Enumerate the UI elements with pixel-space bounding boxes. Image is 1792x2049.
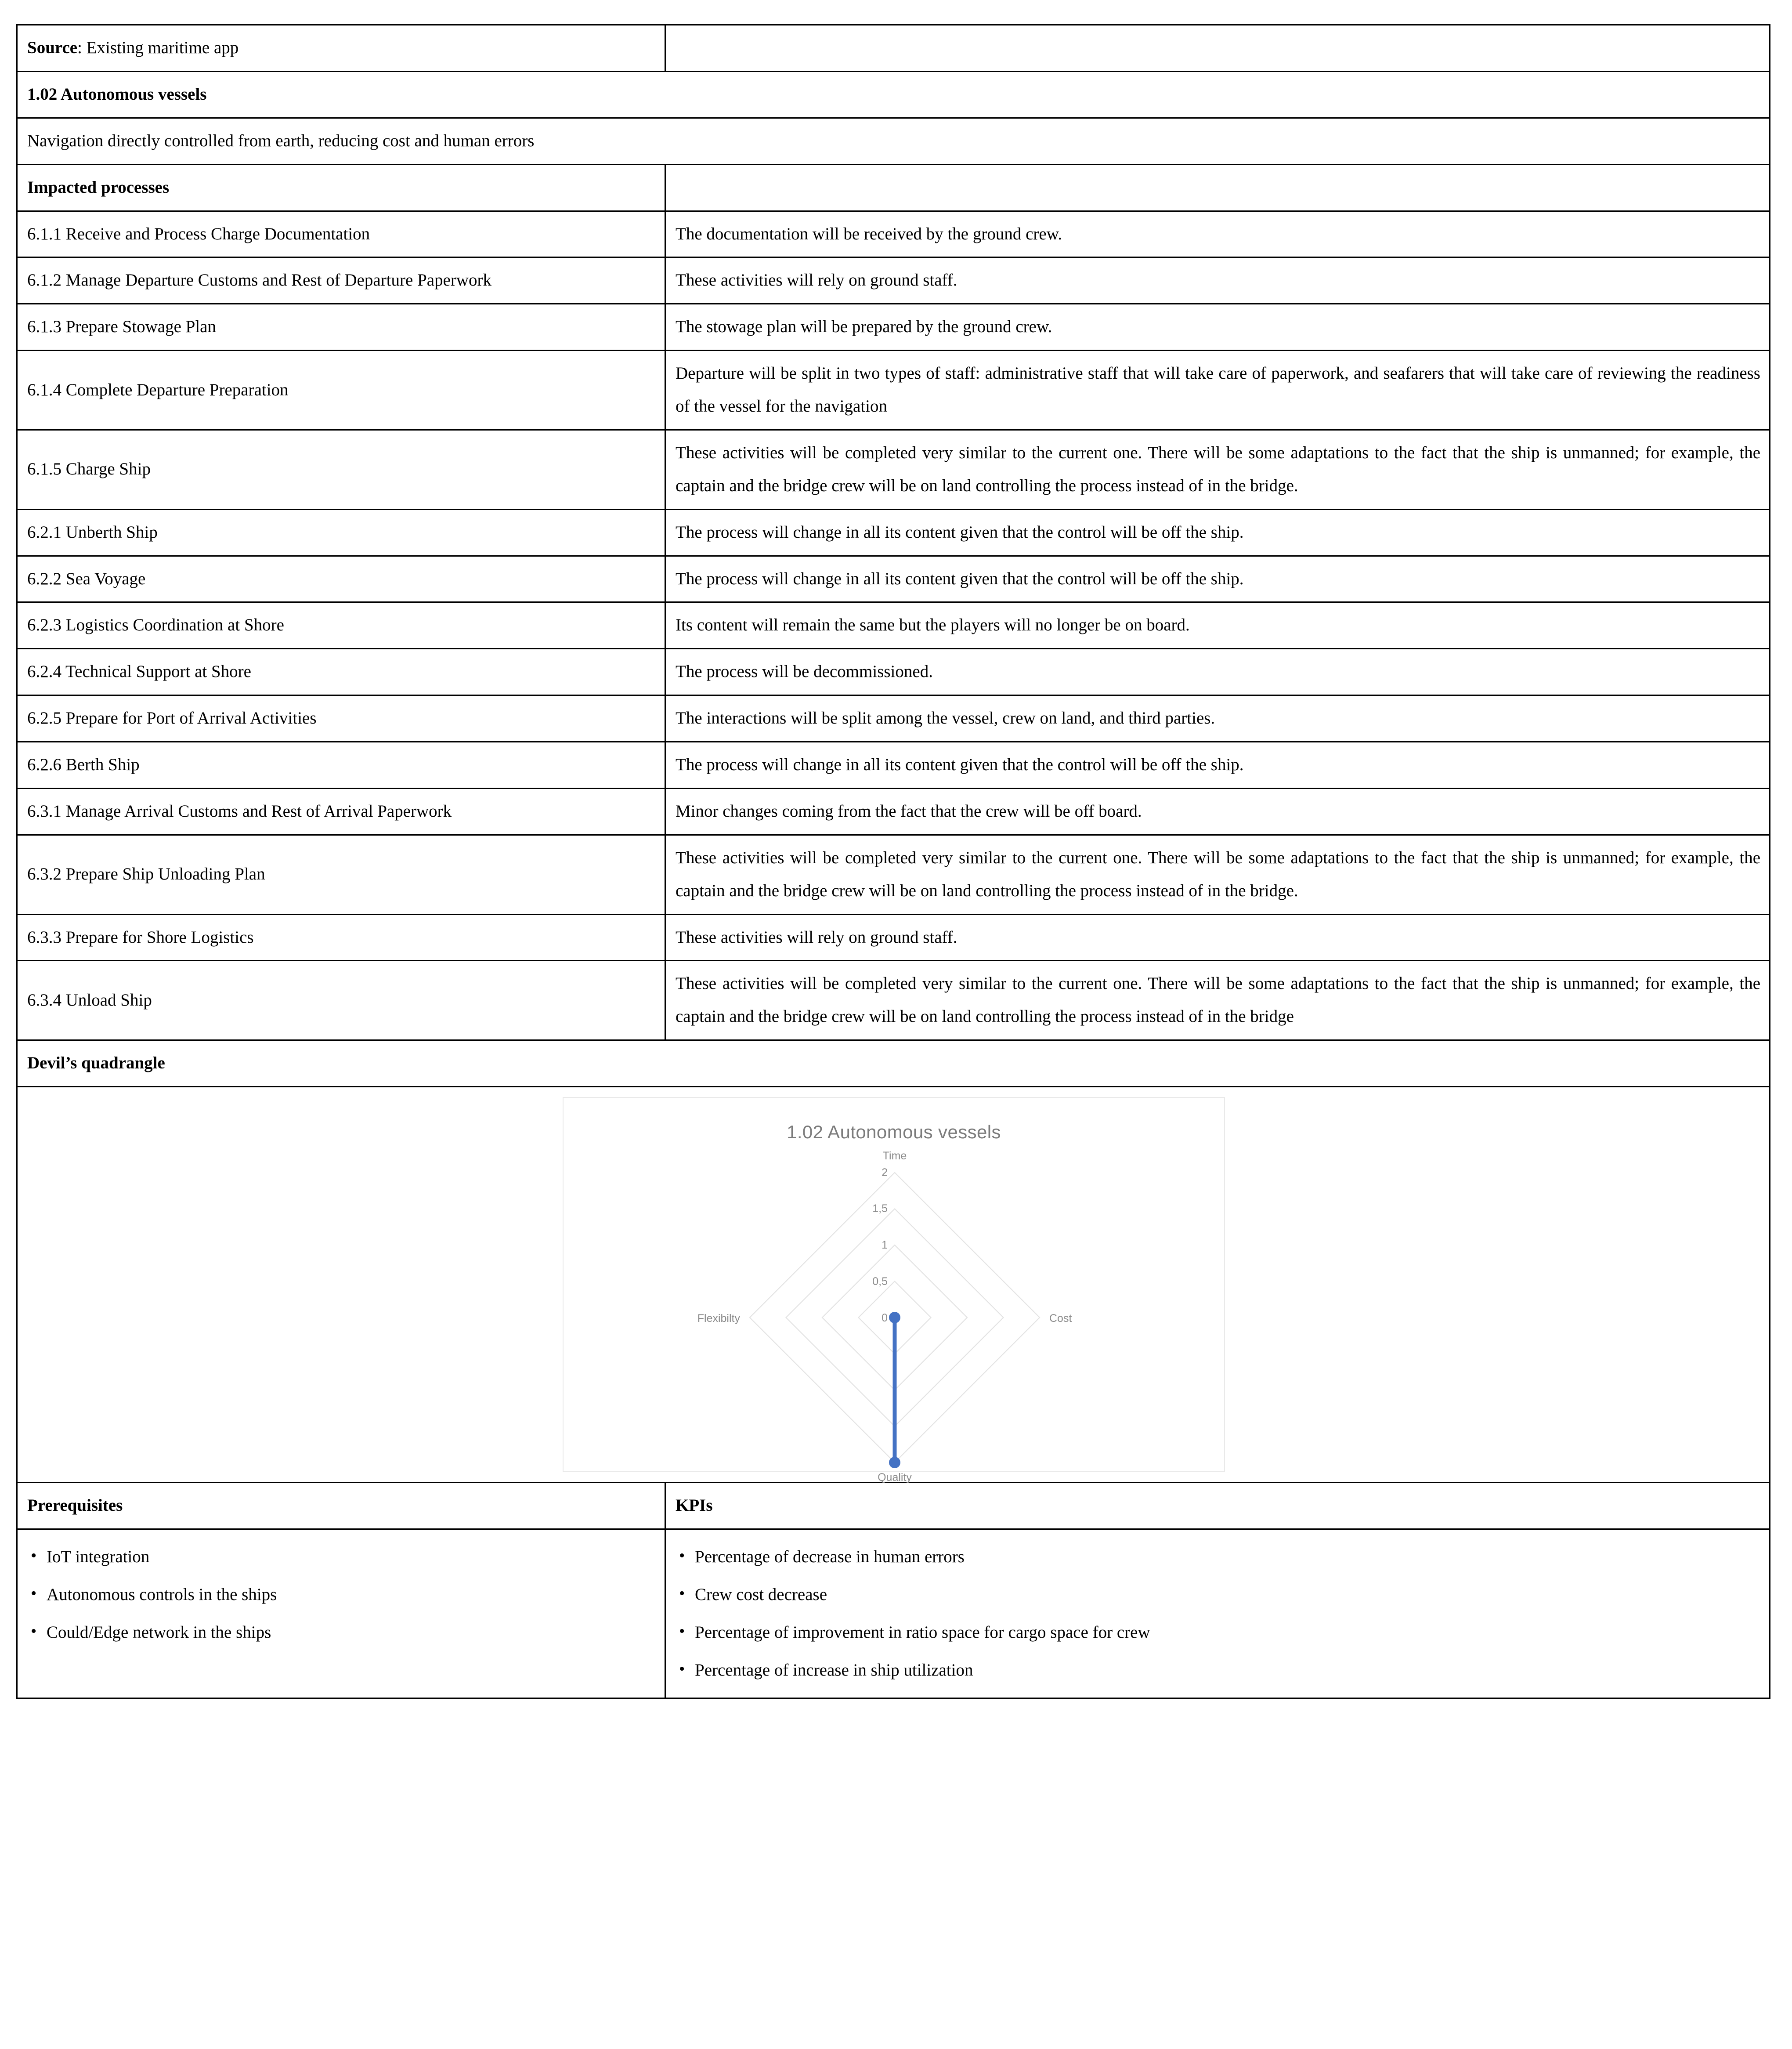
chart-cell — [17, 1087, 1770, 1483]
list-item: • Crew cost decrease — [676, 1578, 1760, 1611]
axis-label-time: Time — [882, 1150, 907, 1162]
table-row — [17, 695, 1770, 742]
initiative-description: Navigation directly controlled from earth, reducing cost and human errors — [17, 118, 1770, 164]
axis-label-cost: Cost — [1049, 1312, 1072, 1325]
source-cell — [17, 25, 665, 72]
process-name: 6.2.1 Unberth Ship — [17, 509, 665, 556]
series-point-time — [889, 1312, 900, 1323]
description-row — [17, 118, 1770, 164]
prerequisites-kpis-header-row — [17, 1483, 1770, 1529]
tick-label-0: 0 — [882, 1312, 888, 1324]
prerequisites-cell — [17, 1529, 665, 1698]
impacted-processes-header-row — [17, 164, 1770, 211]
initiative-title: 1.02 Autonomous vessels — [17, 71, 1770, 118]
process-name: 6.1.2 Manage Departure Customs and Rest of Departure Paperwork — [17, 257, 665, 304]
table-row — [17, 509, 1770, 556]
table-row — [17, 961, 1770, 1040]
tick-label-0-5: 0,5 — [872, 1275, 888, 1288]
devils-quadrangle-header-row — [17, 1040, 1770, 1087]
list-item: • Percentage of improvement in ratio space for cargo space for crew — [676, 1616, 1760, 1649]
table-row — [17, 914, 1770, 961]
process-name: 6.2.2 Sea Voyage — [17, 556, 665, 602]
process-name: 6.3.1 Manage Arrival Customs and Rest of Arrival Paperwork — [17, 788, 665, 835]
process-impact: These activities will be completed very similar to the current one. There will be some adaptations to the fact that the ship is unmanned; for example, the captain and the bridge crew will be on land controlling the process instead of in the bridge — [665, 961, 1770, 1040]
process-name: 6.2.4 Technical Support at Shore — [17, 649, 665, 695]
table-row — [17, 742, 1770, 789]
radar-chart-container — [563, 1097, 1225, 1484]
process-impact: The documentation will be received by the ground crew. — [665, 211, 1770, 257]
process-name: 6.3.4 Unload Ship — [17, 961, 665, 1040]
prerequisites-kpis-content-row — [17, 1529, 1770, 1698]
table-row — [17, 835, 1770, 914]
initiative-spec-table — [16, 24, 1770, 1699]
process-impact: The process will change in all its content given that the control will be off the ship. — [665, 556, 1770, 602]
prerequisites-header: Prerequisites — [17, 1483, 665, 1529]
table-row — [17, 649, 1770, 695]
source-label: Source — [27, 38, 78, 57]
radar-tick-labels — [872, 1166, 888, 1324]
chart-title: 1.02 Autonomous vessels — [787, 1122, 1001, 1142]
source-separator: : — [77, 38, 87, 57]
source-value: Existing maritime app — [86, 38, 239, 57]
prerequisites-list — [27, 1540, 656, 1649]
process-impact: The interactions will be split among the vessel, crew on land, and third parties. — [665, 695, 1770, 742]
process-name: 6.1.1 Receive and Process Charge Documentation — [17, 211, 665, 257]
source-row — [17, 25, 1770, 72]
table-row — [17, 556, 1770, 602]
radar-series — [889, 1312, 900, 1468]
devils-quadrangle-header: Devil’s quadrangle — [17, 1040, 1770, 1087]
kpis-cell — [665, 1529, 1770, 1698]
process-impact: The process will change in all its content given that the control will be off the ship. — [665, 509, 1770, 556]
process-impact: These activities will be completed very similar to the current one. There will be some adaptations to the fact that the ship is unmanned; for example, the captain and the bridge crew will be on land controlling the process instead of in the bridge. — [665, 835, 1770, 914]
process-name: 6.2.6 Berth Ship — [17, 742, 665, 789]
table-row — [17, 351, 1770, 430]
process-name: 6.1.3 Prepare Stowage Plan — [17, 304, 665, 351]
list-item: • IoT integration — [27, 1540, 656, 1574]
list-item: • Percentage of increase in ship utilization — [676, 1654, 1760, 1687]
table-row — [17, 602, 1770, 649]
devils-quadrangle-chart-row — [17, 1087, 1770, 1483]
process-impact: The process will be decommissioned. — [665, 649, 1770, 695]
tick-label-2: 2 — [882, 1166, 888, 1179]
process-impact: These activities will be completed very similar to the current one. There will be some adaptations to the fact that the ship is unmanned; for example, the captain and the bridge crew will be on land controlling the process instead of in the bridge. — [665, 430, 1770, 509]
process-name: 6.3.2 Prepare Ship Unloading Plan — [17, 835, 665, 914]
list-item: • Could/Edge network in the ships — [27, 1616, 656, 1649]
series-point-quality — [889, 1457, 900, 1468]
process-name: 6.2.3 Logistics Coordination at Shore — [17, 602, 665, 649]
process-impact: Its content will remain the same but the players will no longer be on board. — [665, 602, 1770, 649]
process-impact: These activities will rely on ground staff. — [665, 257, 1770, 304]
process-name: 6.1.4 Complete Departure Preparation — [17, 351, 665, 430]
process-impact: These activities will rely on ground staff. — [665, 914, 1770, 961]
table-row — [17, 304, 1770, 351]
list-item: • Autonomous controls in the ships — [27, 1578, 656, 1611]
process-name: 6.2.5 Prepare for Port of Arrival Activities — [17, 695, 665, 742]
tick-label-1-5: 1,5 — [872, 1202, 888, 1215]
axis-label-flexibilty: Flexibilty — [697, 1312, 740, 1325]
process-name: 6.3.3 Prepare for Shore Logistics — [17, 914, 665, 961]
table-row — [17, 211, 1770, 257]
process-impact: Minor changes coming from the fact that the crew will be off board. — [665, 788, 1770, 835]
kpis-list — [676, 1540, 1760, 1687]
process-impact: Departure will be split in two types of staff: administrative staff that will take care of paperwork, and seafarers that will take care of reviewing the readiness of the vessel for the navigation — [665, 351, 1770, 430]
tick-label-1: 1 — [882, 1239, 888, 1251]
radar-chart-svg — [564, 1098, 1226, 1484]
process-impact: The process will change in all its content given that the control will be off the ship. — [665, 742, 1770, 789]
source-row-spacer — [665, 25, 1770, 72]
process-impact: The stowage plan will be prepared by the ground crew. — [665, 304, 1770, 351]
list-item: • Percentage of decrease in human errors — [676, 1540, 1760, 1574]
table-row — [17, 788, 1770, 835]
impacted-processes-header-right — [665, 164, 1770, 211]
impacted-processes-header: Impacted processes — [17, 164, 665, 211]
process-name: 6.1.5 Charge Ship — [17, 430, 665, 509]
table-row — [17, 257, 1770, 304]
title-row — [17, 71, 1770, 118]
table-row — [17, 430, 1770, 509]
kpis-header: KPIs — [665, 1483, 1770, 1529]
axis-label-quality: Quality — [878, 1471, 912, 1484]
